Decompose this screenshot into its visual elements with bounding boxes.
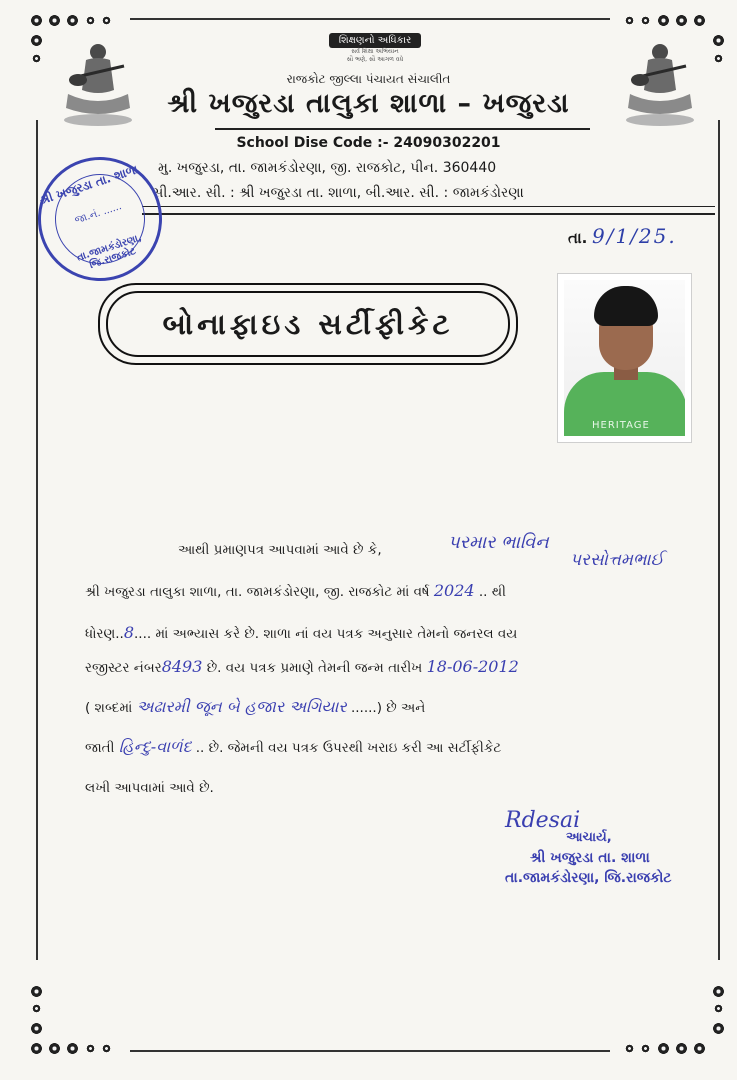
header-divider [142,206,715,207]
body-line-4b: છે. વય પત્રક પ્રમાણે તેમની જન્મ તારીખ [206,660,423,676]
ornament-dot [48,1042,61,1055]
body-line-7: લખી આપવામાં આવે છે. [85,780,214,796]
date-value: 9/1/25. [592,224,677,248]
signature-place: તા.જામકંડોરણા, જિ.રાજકોટ [505,870,672,886]
ornament-dot [32,54,41,63]
ornament-dot [48,14,61,27]
body-line-4a: રજીસ્ટર નંબર [85,660,162,676]
date-of-birth: 18-06-2012 [426,657,519,676]
ornament-dot [30,985,43,998]
school-name: શ્રી ખજુરડા તાલુકા શાળા – ખજુરડા [167,88,570,119]
ornament-dot [102,1044,111,1053]
school-stamp [22,141,178,297]
body-line-1: આથી પ્રમાણપત્ર આપવામાં આવે છે કે, [178,542,382,558]
ornament-dot [693,14,706,27]
stamp-bottom-text: તા.જામકંડોરણા, જિ.રાજકોટ [75,232,144,272]
ornament-dot [657,14,670,27]
standard-value: 8 [123,623,134,642]
ornament-dot [32,1004,41,1013]
body-line-5 [85,697,425,718]
body-line-2a: શ્રી ખજુરડા તાલુકા શાળા, તા. જામકંડોરણા, જી. રાજકોટ માં વર્ષ [85,584,430,600]
ornament-dot [693,1042,706,1055]
student-photo [557,273,692,443]
frame-left-line [36,120,38,960]
ornament-dot [86,16,95,25]
body-line-3a: ધોરણ.. [85,626,124,642]
ornament-dot [625,1044,634,1053]
ornament-dot [86,1044,95,1053]
ornament-dot [712,34,725,47]
body-line-6a: જાતી [85,740,115,756]
certificate-title: બોનાફાઇડ સર્ટીફીકેટ [106,291,510,357]
student-photo-image [564,280,685,436]
ornament-dot [675,14,688,27]
ornament-dot [714,1004,723,1013]
photo-hair [594,286,658,326]
year-value: 2024 [433,581,475,600]
body-line-6 [85,737,501,758]
body-line-6b: .. છે. જેમની વય પત્રક ઉપરથી ખરાઇ કરી આ સર્ટીફીકેટ [195,740,502,756]
date-label: તા. [568,229,588,247]
ornament-dot [641,16,650,25]
ornament-dot [625,16,634,25]
stamp-top-text: શ્રી ખજુરડા તા. શાળા [37,162,140,208]
frame-right-line [718,120,720,960]
frame-top-line [130,18,610,20]
dob-in-words: અઢારમી જૂન બે હજાર અગિયાર [136,697,347,716]
principal-title: આચાર્ય, [566,830,612,845]
body-line-3b: .... માં અભ્યાસ કરે છે. શાળા નાં વય પત્રક અનુસાર તેમનો જનરલ વય [134,626,518,642]
header-divider-thick [142,213,715,215]
ornament-dot [102,16,111,25]
managed-by-line: રાજકોટ જીલ્લા પંચાયત સંચાલીત [286,72,451,86]
ornament-dot [712,985,725,998]
address-line-2: સી.આર. સી. : શ્રી ખજુરડા તા. શાળા, બી.આર. સી. : જામકંડોરણા [152,185,524,201]
school-name-underline [215,128,590,130]
stamp-mid-text: જા.નં. ...... [73,201,124,227]
photo-shirt-text: HERITAGE [592,420,650,431]
rte-logo [290,28,460,64]
ornament-dot [30,1042,43,1055]
logo-sub2: સૌ ભણે, સૌ આગળ વધે [346,56,404,63]
logo-motto: શિક્ષણનો અધિકાર [329,33,422,48]
student-name-part2: પરસોત્તમભાઈ [570,550,664,570]
body-line-4 [85,657,519,678]
ornament-dot [30,34,43,47]
register-number: 8493 [161,657,203,676]
ornament-dot [675,1042,688,1055]
dise-code: School Dise Code :- 24090302201 [236,135,501,151]
ornament-dot [657,1042,670,1055]
body-line-3 [85,623,517,644]
body-line-2 [85,581,506,602]
ornament-dot [66,14,79,27]
ornament-dot [712,1022,725,1035]
ornament-dot [30,1022,43,1035]
body-line-5a: ( શબ્દમાં [85,700,133,716]
ornament-dot [66,1042,79,1055]
frame-bottom-line [130,1050,610,1052]
ornament-dot [30,14,43,27]
student-name-part1: પરમાર ભાવિન [448,532,549,553]
principal-signature: Rdesai [505,808,581,833]
ornament-dot [714,54,723,63]
logo-sub1: સર્વ શિક્ષા અભિયાન [351,48,399,55]
body-line-2b: .. થી [478,584,506,600]
body-line-5b: ......) છે અને [350,700,426,716]
caste-value: હિન્દુ-વાળંદ [118,737,192,756]
certificate-title-box [98,283,518,365]
signature-school: શ્રી ખજુરડા તા. શાળા [530,850,650,866]
address-line-1: મુ. ખજુરડા, તા. જામકંડોરણા, જી. રાજકોટ, પીન. 360440 [158,160,497,176]
ornament-dot [641,1044,650,1053]
